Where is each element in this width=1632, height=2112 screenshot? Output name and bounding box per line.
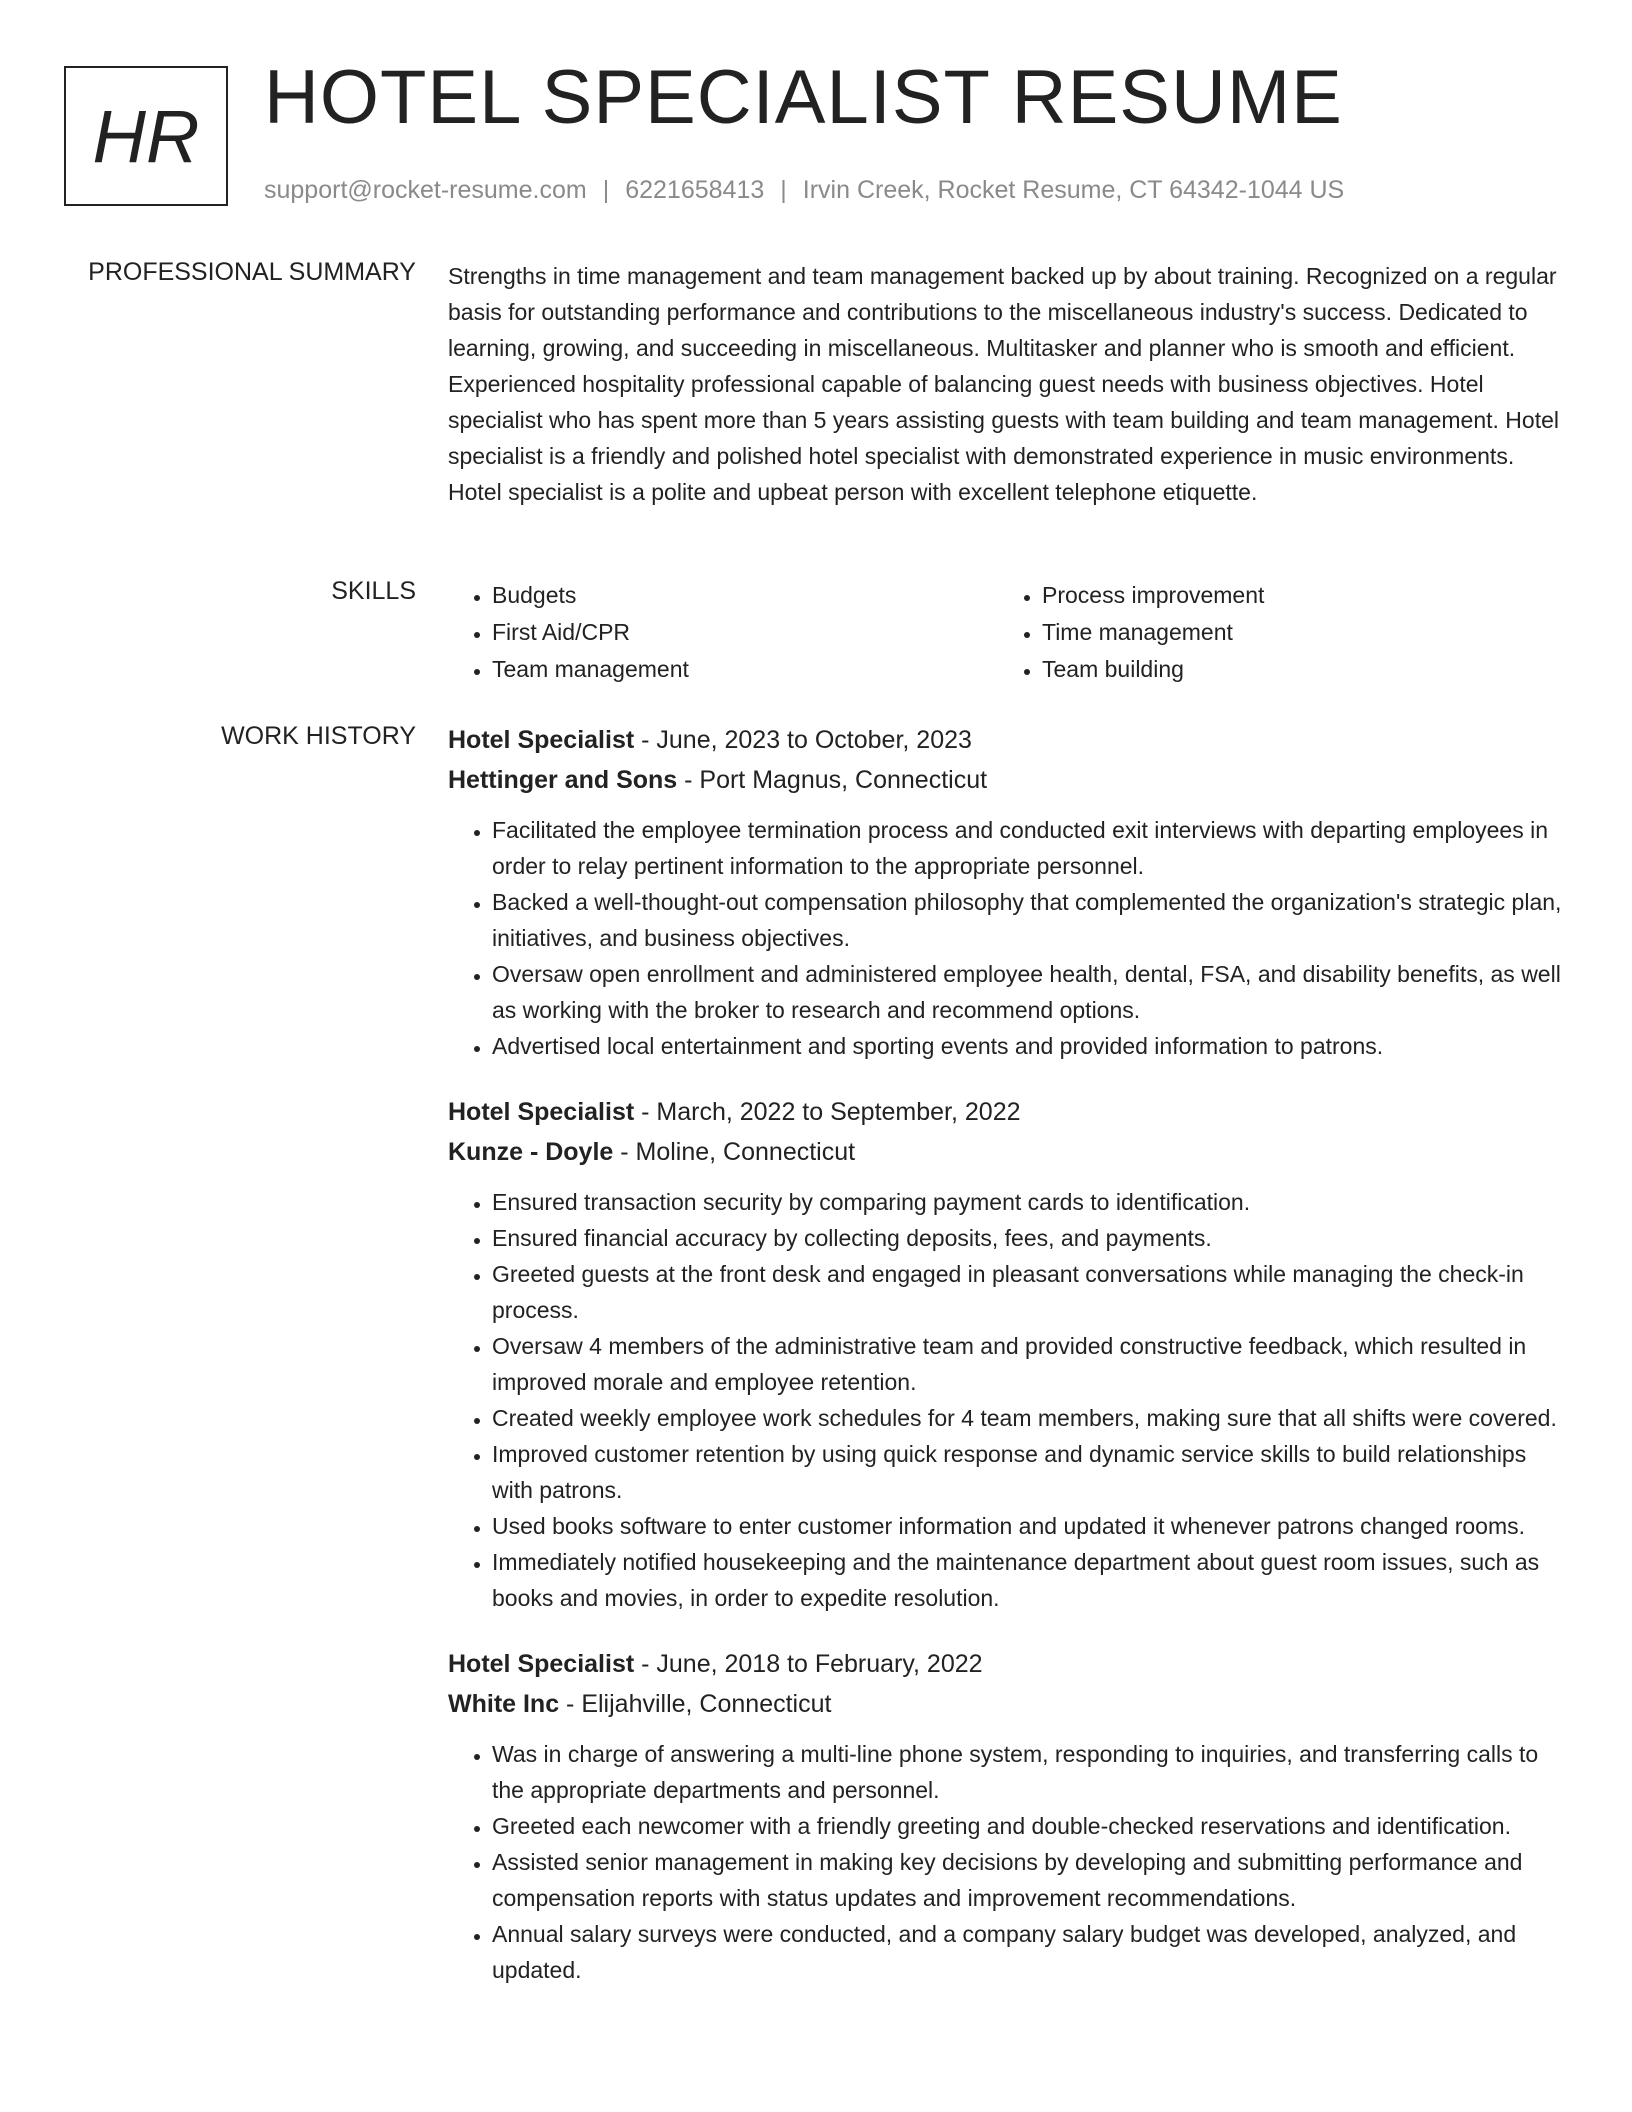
job-bullet: • Improved customer retention by using quick response and dynamic service skills to build relationships with patrons.: [492, 1436, 1568, 1508]
job-location: - Elijahville, Connecticut: [559, 1690, 832, 1718]
job-bullet: • Used books software to enter customer information and updated it whenever patrons changed rooms.: [492, 1508, 1568, 1544]
job-title: Hotel Specialist: [448, 726, 635, 754]
work-history-body: [448, 720, 1568, 2012]
contact-email[interactable]: support@rocket-resume.com: [264, 176, 587, 204]
skills-grid: [448, 577, 1568, 688]
job-bullets: [448, 812, 1568, 1064]
job-company-line: [448, 1132, 1568, 1172]
job-entry: [448, 720, 1568, 1064]
skill-item: • Process improvement: [1042, 577, 1548, 614]
job-bullet: • Oversaw open enrollment and administered employee health, dental, FSA, and disability benefits, as well as working with the broker to research and recommend options.: [492, 956, 1568, 1028]
job-title-line: [448, 1644, 1568, 1684]
job-entry: [448, 1644, 1568, 1988]
job-bullet: • Backed a well-thought-out compensation philosophy that complemented the organization's strategic plan, initiatives, and business objectives.: [492, 884, 1568, 956]
job-company-line: [448, 760, 1568, 800]
job-bullet: • Greeted each newcomer with a friendly greeting and double-checked reservations and identification.: [492, 1808, 1568, 1844]
job-bullet: • Created weekly employee work schedules for 4 team members, making sure that all shifts were covered.: [492, 1400, 1568, 1436]
job-title: Hotel Specialist: [448, 1650, 635, 1678]
job-dates: - June, 2018 to February, 2022: [634, 1650, 983, 1678]
job-bullets: [448, 1736, 1568, 1988]
job-location: - Moline, Connecticut: [613, 1138, 856, 1166]
job-bullet: • Immediately notified housekeeping and the maintenance department about guest room issues, such as books and movies, in order to expedite resolution.: [492, 1544, 1568, 1616]
job-location: - Port Magnus, Connecticut: [677, 766, 988, 794]
job-bullet: • Oversaw 4 members of the administrative team and provided constructive feedback, which resulted in improved morale and employee retention.: [492, 1328, 1568, 1400]
job-bullet: • Assisted senior management in making key decisions by developing and submitting performance and compensation reports with status updates and improvement recommendations.: [492, 1844, 1568, 1916]
job-company-line: [448, 1684, 1568, 1724]
skill-item: • Budgets: [492, 577, 998, 614]
page-title: HOTEL SPECIALIST RESUME: [264, 55, 1343, 140]
job-bullet: • Greeted guests at the front desk and engaged in pleasant conversations while managing the check-in process.: [492, 1256, 1568, 1328]
skill-item: • Team management: [492, 651, 998, 688]
monogram-logo: HR: [64, 66, 228, 206]
skills-list-left: [448, 577, 998, 688]
summary-label: PROFESSIONAL SUMMARY: [88, 258, 416, 286]
skill-item: • First Aid/CPR: [492, 614, 998, 651]
job-dates: - June, 2023 to October, 2023: [634, 726, 972, 754]
contact-separator: |: [780, 176, 787, 204]
skills-body: [448, 577, 1568, 688]
job-bullet: • Ensured financial accuracy by collecting deposits, fees, and payments.: [492, 1220, 1568, 1256]
summary-body: [448, 258, 1568, 510]
job-bullet: • Annual salary surveys were conducted, and a company salary budget was developed, analyzed, and updated.: [492, 1916, 1568, 1988]
job-dates: - March, 2022 to September, 2022: [634, 1098, 1021, 1126]
job-bullets: [448, 1184, 1568, 1616]
summary-text: Strengths in time management and team management backed up by about training. Recognized on a regular basis for outstanding performance and contributions to the miscellaneous industry's success. Dedicated to learning, growing, and succeeding in miscellaneous. Multitasker and planner who is smooth and efficient. Experienced hospitality professional capable of balancing guest needs with business objectives. Hotel specialist who has spent more than 5 years assisting guests with team building and team management. Hotel specialist is a friendly and polished hotel specialist with demonstrated experience in music environments. Hotel specialist is a polite and upbeat person with excellent telephone etiquette.: [448, 263, 1559, 505]
job-company: White Inc: [448, 1690, 560, 1718]
job-title-line: [448, 1092, 1568, 1132]
contact-separator: |: [602, 176, 610, 204]
job-title: Hotel Specialist: [448, 1098, 635, 1126]
job-title-line: [448, 720, 1568, 760]
skill-item: • Time management: [1042, 614, 1548, 651]
job-bullet: • Was in charge of answering a multi-line phone system, responding to inquiries, and transferring calls to the appropriate departments and personnel.: [492, 1736, 1568, 1808]
skills-list-right: [998, 577, 1548, 688]
work-history-label: WORK HISTORY: [221, 722, 416, 750]
skill-item: • Team building: [1042, 651, 1548, 688]
job-company: Hettinger and Sons: [448, 766, 678, 794]
job-bullet: • Facilitated the employee termination process and conducted exit interviews with departing employees in order to relay pertinent information to the appropriate personnel.: [492, 812, 1568, 884]
contact-info: [264, 176, 1344, 205]
job-entry: [448, 1092, 1568, 1616]
job-bullet: • Advertised local entertainment and sporting events and provided information to patrons.: [492, 1028, 1568, 1064]
contact-phone[interactable]: 6221658413: [625, 176, 765, 204]
job-company: Kunze - Doyle: [448, 1138, 614, 1166]
job-bullet: • Ensured transaction security by comparing payment cards to identification.: [492, 1184, 1568, 1220]
skills-label: SKILLS: [331, 577, 416, 605]
contact-address: Irvin Creek, Rocket Resume, CT 64342-1044 US: [802, 176, 1345, 204]
